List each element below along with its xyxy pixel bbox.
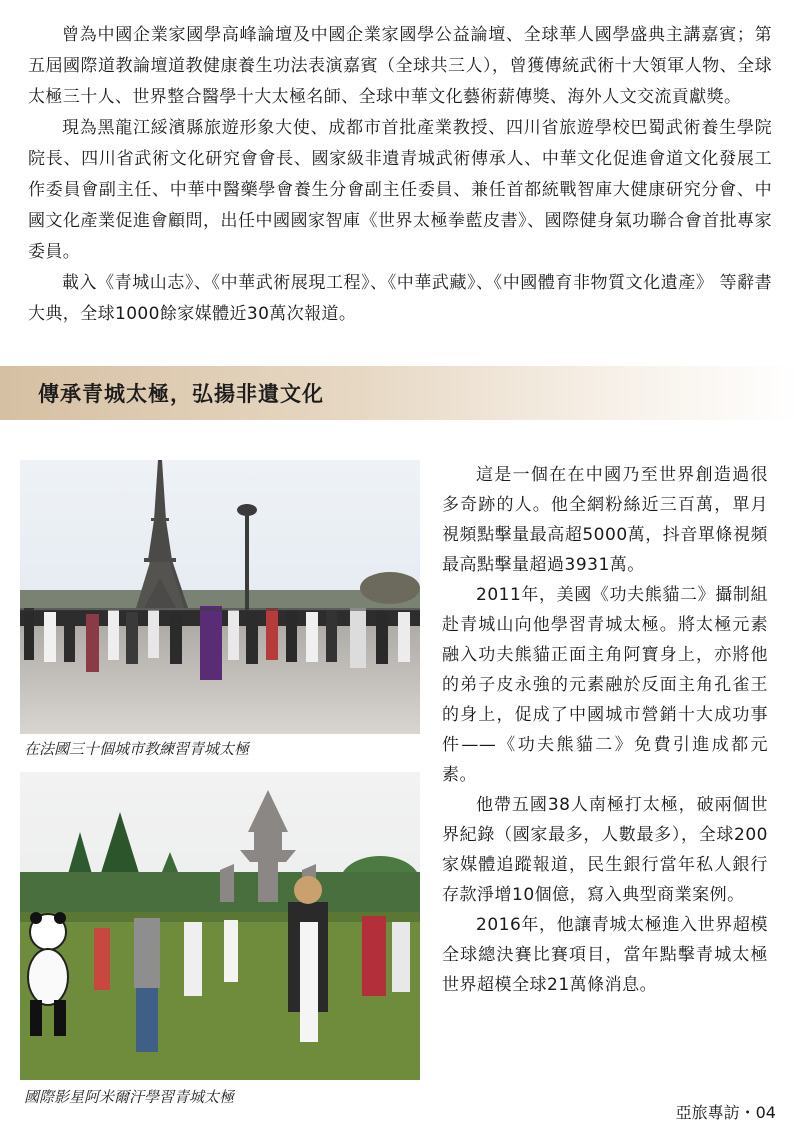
body-paragraph-4: 2016年，他讓青城太極進入世界超模全球總決賽比賽項目，當年點擊青城太極世界超模全球21萬條消息。 <box>442 915 768 995</box>
page-footer: 亞旅專訪・04 <box>675 1103 776 1122</box>
intro-paragraph-1: 曾為中國企業家國學高峰論壇及中國企業家國學公益論壇、全球華人國學盛典主講嘉賓；第五屆國際道教論壇道教健康養生功法表演嘉賓（全球共三人），曾獲傳統武術十大領軍人物、全球太極三十人、世界整合醫學十大太極名師、全球中華文化藝術薪傳獎、海外人文交流貢獻獎。 <box>28 25 772 107</box>
intro-text <box>28 20 772 330</box>
section-header <box>0 366 800 420</box>
photo1-caption: 在法國三十個城市教練習青城太極 <box>24 740 250 758</box>
intro-paragraph-3: 載入《青城山志》、《中華武術展現工程》、《中華武藏》、《中國體育非物質文化遺產》 等辭書大典，全球1000餘家媒體近30萬次報道。 <box>28 273 772 324</box>
section-title: 傳承青城太極，弘揚非遺文化 <box>38 381 324 406</box>
body-paragraph-2: 2011年，美國《功夫熊貓二》攝制組赴青城山向他學習青城太極。將太極元素融入功夫熊貓正面主角阿寶身上，亦將他的弟子皮永強的元素融於反面主角孔雀王的身上，促成了中國城市營銷十大成功事件——《功夫熊貓二》免費引進成都元素。 <box>442 585 768 785</box>
photo2-caption: 國際影星阿米爾汗學習青城太極 <box>24 1088 235 1106</box>
intro-paragraph-2: 現為黑龍江綏濱縣旅遊形象大使、成都市首批產業教授、四川省旅遊學校巴蜀武術養生學院院長、四川省武術文化研究會會長、國家級非遺青城武術傳承人、中華文化促進會道文化發展工作委員會副主任、中華中醫藥學會養生分會副主任委員、兼任首都統戰智庫大健康研究分會、中國文化產業促進會顧問，出任中國國家智庫《世界太極拳藍皮書》、國際健身氣功聯合會首批專家委員。 <box>28 118 772 262</box>
photo-aamir-khan-taichi <box>20 772 420 1080</box>
photo-paris-taichi <box>20 460 420 734</box>
body-paragraph-1: 這是一個在在中國乃至世界創造過很多奇跡的人。他全網粉絲近三百萬，單月視頻點擊量最高超5000萬，抖音單條視頻最高點擊量超過3931萬。 <box>442 465 768 575</box>
body-paragraph-3: 他帶五國38人南極打太極，破兩個世界紀錄（國家最多，人數最多），全球200家媒體追蹤報道，民生銀行當年私人銀行存款淨增10個億，寫入典型商業案例。 <box>442 795 768 905</box>
article-body <box>442 460 768 1000</box>
